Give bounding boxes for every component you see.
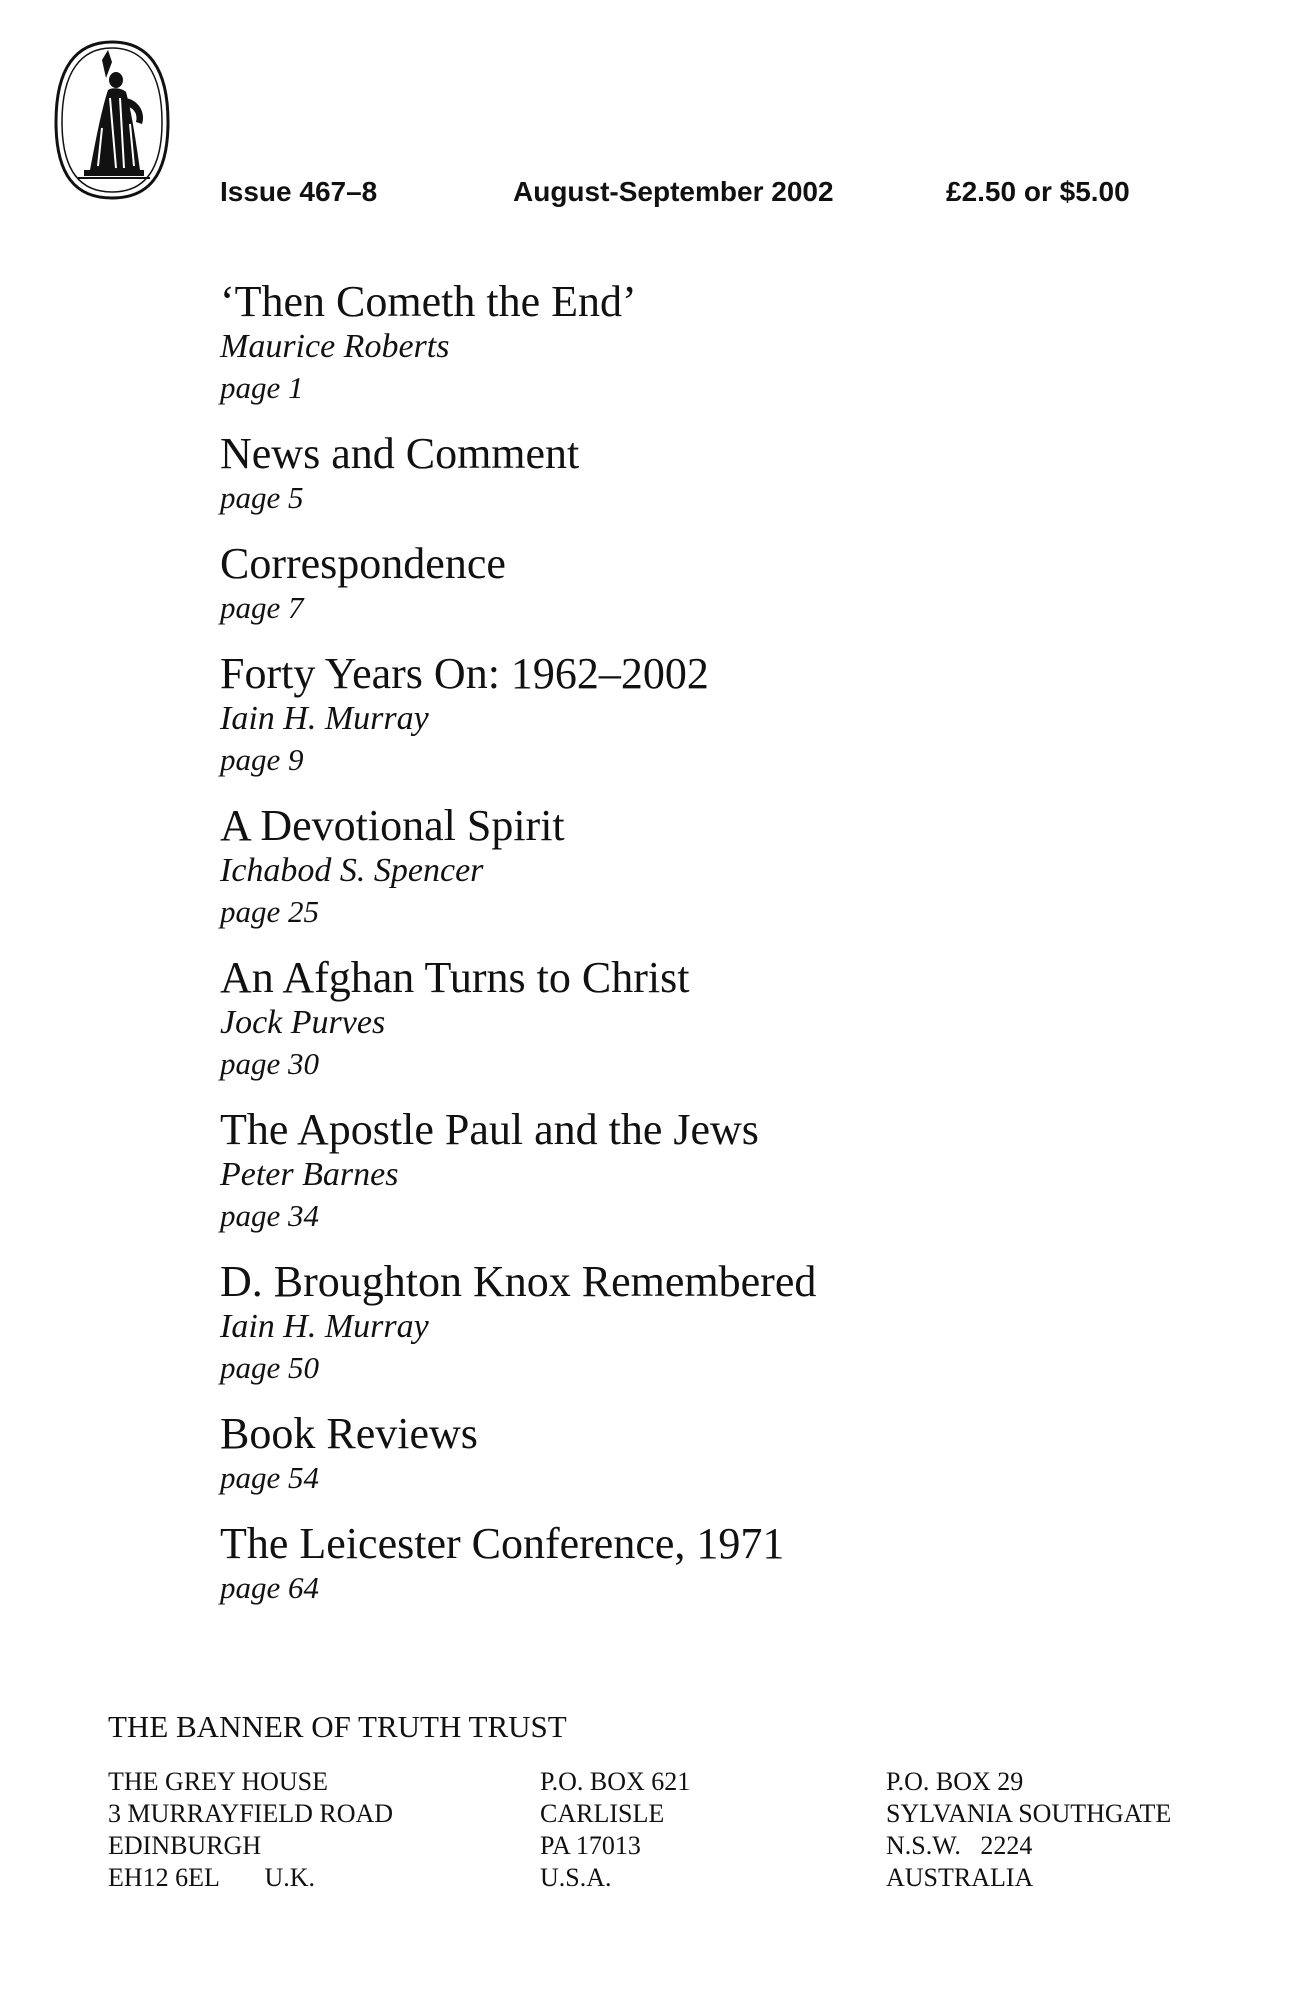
toc-entry <box>220 650 1220 780</box>
article-title: D. Broughton Knox Remembered <box>220 1257 817 1306</box>
article-page: page 5 <box>220 480 304 515</box>
publisher-name: THE BANNER OF TRUTH TRUST <box>108 1709 567 1744</box>
article-author: Ichabod S. Spencer <box>220 852 484 889</box>
toc-entry <box>220 278 1220 408</box>
article-page: page 9 <box>220 742 304 777</box>
address-line: P.O. BOX 29 <box>886 1767 1024 1796</box>
article-author: Maurice Roberts <box>220 328 450 365</box>
address-line: P.O. BOX 621 <box>540 1767 691 1796</box>
article-page: page 64 <box>220 1570 320 1605</box>
address-australia <box>886 1766 1171 1894</box>
table-of-contents <box>220 278 1220 1630</box>
address-line: EDINBURGH <box>108 1831 262 1860</box>
article-title: The Apostle Paul and the Jews <box>220 1105 759 1154</box>
toc-entry <box>220 802 1220 932</box>
article-page: page 1 <box>220 370 304 405</box>
article-page: page 54 <box>220 1460 320 1495</box>
toc-entry <box>220 1520 1220 1608</box>
article-title: Correspondence <box>220 539 506 588</box>
article-title: News and Comment <box>220 429 580 478</box>
article-page: page 34 <box>220 1198 320 1233</box>
address-line: AUSTRALIA <box>886 1863 1034 1892</box>
toc-entry <box>220 1258 1220 1388</box>
issue-header <box>0 176 1294 216</box>
issue-price: £2.50 or $5.00 <box>946 176 1130 207</box>
article-author: Iain H. Murray <box>220 1308 429 1345</box>
article-page: page 25 <box>220 894 320 929</box>
article-page: page 50 <box>220 1350 320 1385</box>
address-line: CARLISLE <box>540 1799 665 1828</box>
toc-entry <box>220 954 1220 1084</box>
address-edinburgh <box>108 1766 393 1894</box>
address-line: EH12 6EL U.K. <box>108 1863 316 1892</box>
article-title: Book Reviews <box>220 1409 478 1458</box>
publisher-footer <box>108 1708 1258 1892</box>
address-line: THE GREY HOUSE <box>108 1767 329 1796</box>
article-author: Iain H. Murray <box>220 700 429 737</box>
address-line: PA 17013 <box>540 1831 641 1860</box>
toc-entry <box>220 540 1220 628</box>
article-page: page 7 <box>220 590 304 625</box>
toc-entry <box>220 430 1220 518</box>
address-line: 3 MURRAYFIELD ROAD <box>108 1799 394 1828</box>
article-author: Peter Barnes <box>220 1156 399 1193</box>
issue-date: August-September 2002 <box>513 176 834 207</box>
article-author: Jock Purves <box>220 1004 386 1041</box>
article-page: page 30 <box>220 1046 320 1081</box>
toc-entry <box>220 1410 1220 1498</box>
address-line: SYLVANIA SOUTHGATE <box>886 1799 1172 1828</box>
address-carlisle <box>540 1766 690 1894</box>
article-title: ‘Then Cometh the End’ <box>220 277 637 326</box>
issue-number: Issue 467–8 <box>220 176 378 207</box>
toc-entry <box>220 1106 1220 1236</box>
article-title: The Leicester Conference, 1971 <box>220 1519 785 1568</box>
article-title: A Devotional Spirit <box>220 801 565 850</box>
article-title: Forty Years On: 1962–2002 <box>220 649 709 698</box>
address-line: N.S.W. 2224 <box>886 1831 1033 1860</box>
article-title: An Afghan Turns to Christ <box>220 953 690 1002</box>
address-line: U.S.A. <box>540 1863 612 1892</box>
